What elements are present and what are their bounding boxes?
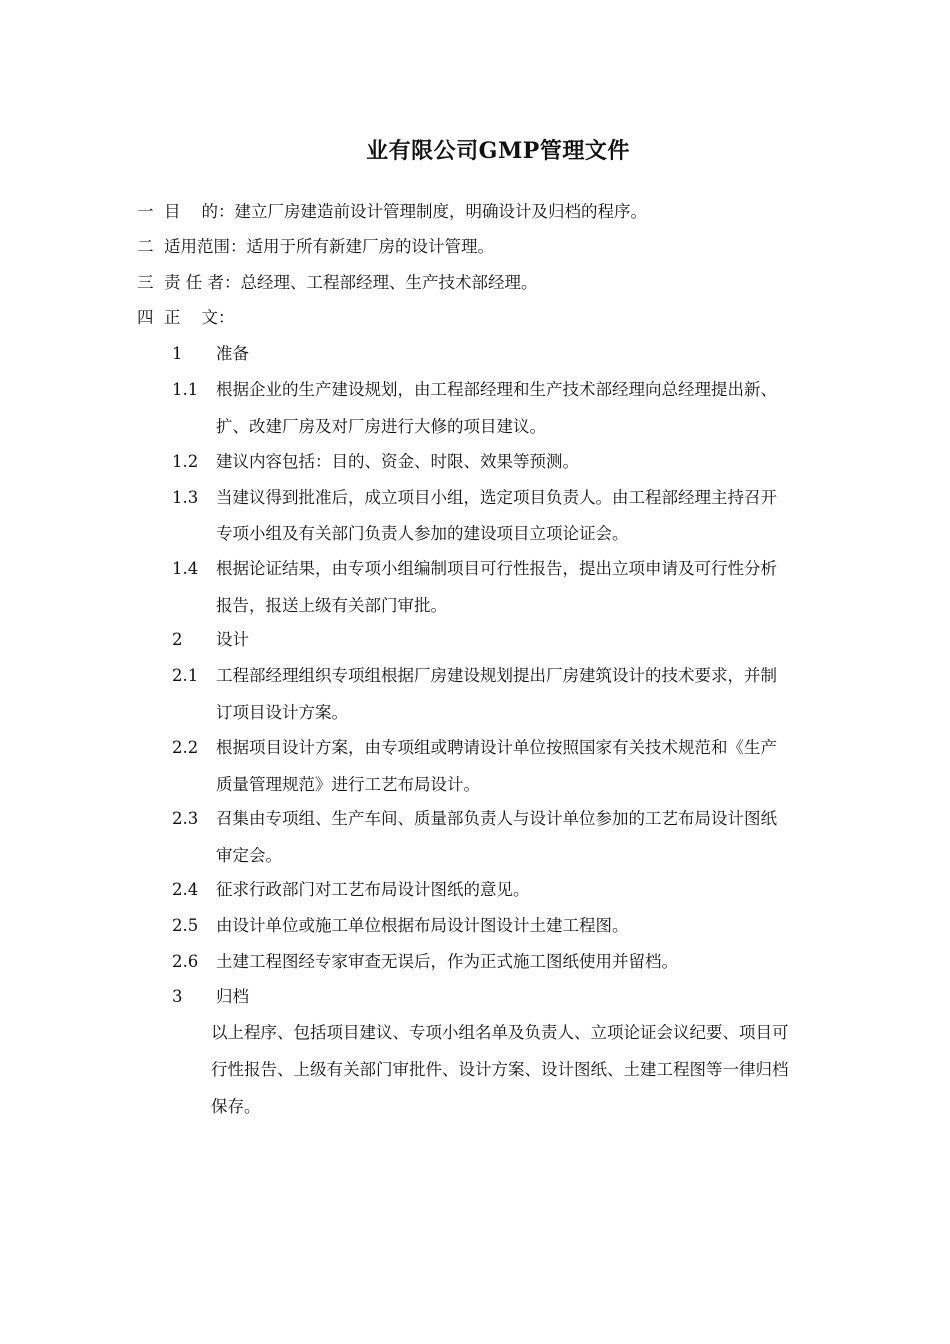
section-1-4-line1: 根据论证结果，由专项小组编制项目可行性报告，提出立项申请及可行性分析: [216, 559, 777, 578]
section-1-3-line1: 当建议得到批准后，成立项目小组，选定项目负责人。由工程部经理主持召开: [216, 488, 777, 507]
section-2-2-number: 2.2: [172, 738, 199, 757]
section-2-1-number: 2.1: [172, 666, 199, 685]
section-1-3-number: 1.3: [172, 488, 199, 507]
archive-line2: 行性报告、上级有关部门审批件、设计方案、设计图纸、土建工程图等一律归档: [211, 1060, 789, 1079]
section-2-4-number: 2.4: [172, 880, 199, 899]
section-2-1-line1: 工程部经理组织专项组根据厂房建设规划提出厂房建筑设计的技术要求，并制: [216, 666, 777, 685]
header-body-label: 四 正 文：: [137, 308, 235, 327]
document-title: 业有限公司GMP管理文件: [366, 138, 630, 164]
header-body: [137, 308, 234, 328]
section-1-2-line1: 建议内容包括：目的、资金、时限、效果等预测。: [216, 452, 579, 471]
section-2-4-line1: 征求行政部门对工艺布局设计图纸的意见。: [216, 880, 530, 899]
section-2-5-number: 2.5: [172, 916, 199, 935]
header-responsible: [137, 273, 537, 293]
section-2-2-line1: 根据项目设计方案，由专项组或聘请设计单位按照国家有关技术规范和《生产: [216, 738, 777, 757]
header-responsible-label: 三 责 任 者：: [137, 273, 241, 292]
section-1-4-number: 1.4: [172, 559, 199, 578]
section-2-1-line2: 订项目设计方案。: [216, 703, 348, 722]
archive-line1: 以上程序、包括项目建议、专项小组名单及负责人、立项论证会议纪要、项目可: [211, 1023, 789, 1042]
section-3-title: 归档: [216, 987, 249, 1006]
section-1-4-line2: 报告，报送上级有关部门审批。: [216, 596, 447, 615]
header-responsible-text: 总经理、工程部经理、生产技术部经理。: [240, 273, 538, 292]
section-2-6-number: 2.6: [172, 952, 199, 971]
section-2-2-line2: 质量管理规范》进行工艺布局设计。: [216, 775, 480, 794]
section-2-5-line1: 由设计单位或施工单位根据布局设计图设计土建工程图。: [216, 916, 629, 935]
header-purpose-label: 一 目 的：: [137, 202, 235, 221]
section-1-1-line2: 扩、改建厂房及对厂房进行大修的项目建议。: [216, 417, 546, 436]
section-2-title: 设计: [216, 630, 249, 649]
section-1-3-line2: 专项小组及有关部门负责人参加的建设项目立项论证会。: [216, 524, 629, 543]
section-2-6-line1: 土建工程图经专家审查无误后，作为正式施工图纸使用并留档。: [216, 952, 678, 971]
header-scope-text: 适用于所有新建厂房的设计管理。: [246, 237, 494, 256]
header-purpose: [137, 202, 647, 222]
section-2-3-line2: 审定会。: [216, 846, 282, 865]
section-2-number: 2: [172, 630, 183, 649]
section-3-number: 3: [172, 987, 183, 1006]
header-scope-label: 二 适用范围：: [137, 237, 247, 256]
section-1-2-number: 1.2: [172, 452, 199, 471]
section-2-3-line1: 召集由专项组、生产车间、质量部负责人与设计单位参加的工艺布局设计图纸: [216, 809, 777, 828]
section-1-title: 准备: [216, 344, 249, 363]
header-scope: [137, 237, 494, 257]
section-1-1-line1: 根据企业的生产建设规划，由工程部经理和生产技术部经理向总经理提出新、: [216, 380, 777, 399]
archive-line3: 保存。: [211, 1097, 261, 1116]
section-2-3-number: 2.3: [172, 809, 199, 828]
section-1-number: 1: [172, 344, 183, 363]
header-purpose-text: 建立厂房建造前设计管理制度，明确设计及归档的程序。: [234, 202, 647, 221]
section-1-1-number: 1.1: [172, 380, 199, 399]
